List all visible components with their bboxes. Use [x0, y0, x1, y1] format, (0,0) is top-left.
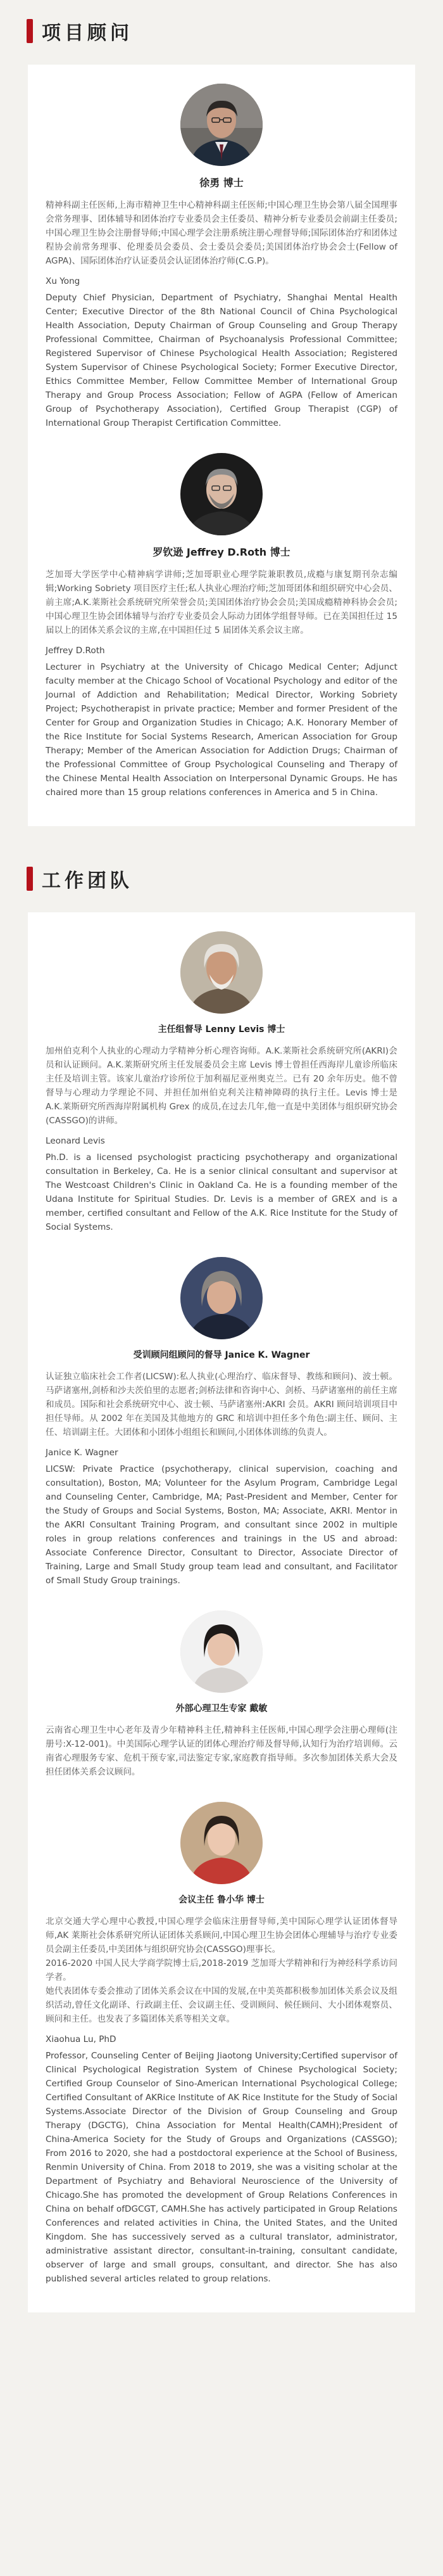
avatar [180, 1257, 263, 1339]
bio-en: Ph.D. is a licensed psychologist practicing psychotherapy and organizational consultation in Berkeley, Ca. He is a senior clinical consultant and supervisor at The Westcoast Children's Clinic in Oakland Ca. He is a founding member of the Udana Institute for Spiritual Studies. Dr. Levis is a member of GREX and is a member, certified consultant and Fellow of the A.K. Rice Institute for the Study of Social Systems. [46, 1152, 397, 1232]
bio-zh: 认证独立临床社会工作者(LICSW):私人执业(心理治疗、临床督导、教练和顾问)、波士顿。马萨诸塞州,剑桥和沙夫茨伯里的志愿者;剑桥法律和咨询中心、剑桥、马萨诸塞州的前任主席和成员。国际和社会系统研究中心、波士顿、马萨诸塞州:AKRI 会员。AKRI 顾问培训项目中担任导师。从 2002 年在美国及其他地方的 GRC 和培训中担任多个角色:副主任、顾问、主任、培训副主任。大团体和小团体小组组长和顾问,小团体体训练的负责人。 [46, 1372, 397, 1438]
person-name: 会议主任 鲁小华 博士 [178, 1895, 265, 1905]
bio-zh: 精神科副主任医师,上海市精神卫生中心精神科副主任医师;中国心理卫生协会第八届全国理事会常务理事、团体辅导和团体治疗专业委员会主任委员、精神分析专业委员会前副主任委员;中国心理卫生协会注册督导师;中国心理学会注册系统注册心理督导师;国际团体治疗和团体过程协会前常务理事、伦理委员会委员、会士委员会委员;美国团体治疗协会会士(Fellow of AGPA)、国际团体治疗认证委员会认证团体治疗师(C.G.P)。 [46, 200, 397, 266]
bio-en-name: Xu Yong [46, 276, 80, 286]
person-bio [46, 1044, 397, 1234]
bio-en: Professor, Counseling Center of Beijing Jiaotong University;Certified supervisor of Clinical Psychological Registration System of Chinese Psychological Society; Certified Group Counselor of Sino-American International Psychological College; Certified Consultant of AKRice Institute of AK Rice Institute for the Study of Social Systems.Associate Director of the Division of Group Counseling and Group Therapy (DGCTG), China Association for Mental Health(CAMH);President of China-America Society for the Study of Groups and Organizations (CASSGO); From 2016 to 2020, she had a postdoctoral experience at the School of Business, Renmin University of China. From 2018 to 2019, she was a visiting scholar at the Department of Psychiatry and Behavioral Neuroscience of the University of Chicago.She has promoted the development of Group Relations Conferences in China on behalf ofDGCGT, CAMH.She has actively participated in Group Relations Conferences and related activities in China, the United States, and the United Kingdom. She has successively served as a cultural translator, administrator, administrative assistant director, consultant-in-training, consultant candidate, observer of large and small groups, consultant, and director. She has also published several articles related to group relations. [46, 2051, 397, 2284]
bio-zh: 北京交通大学心理中心教授,中国心理学会临床注册督导师,美中国际心理学认证团体督导师,AK 莱斯社会体系研究所认证团体关系顾问,中国心理卫生协会团体心理辅导与治疗专业委员会副主任委员,中美团体与组织研究协会(CASSGO)理事长。 2016-2020 中国人民大学商学院博士后,2018-2019 芝加哥大学精神和行为神经科学系访问学者。 她代表团体专委会推动了团体关系会议在中国的发展,在中美英都积极参加团体关系会议及组织活动,曾任文化副译、行政副主任、会议副主任、受训顾问、候任顾问、大小团体观察员、顾问和主任。也发表了多篇团体关系等相关文章。 [46, 1916, 397, 2024]
consultant-jeffrey-roth [46, 453, 397, 800]
consultants-section-header [0, 0, 443, 47]
team-lenny-levis [46, 931, 397, 1234]
avatar [180, 1610, 263, 1693]
person-name: 罗钦逊 Jeffrey D.Roth 博士 [153, 546, 290, 558]
section-title: 项目顾问 [42, 22, 133, 44]
person-bio [46, 568, 397, 800]
consultants-card [28, 65, 415, 826]
person-name: 受训顾问组顾问的督导 Janice K. Wagner [133, 1350, 310, 1360]
bio-en-name: Leonard Levis [46, 1136, 105, 1146]
person-name: 徐勇 博士 [199, 177, 244, 189]
bio-en-name: Janice K. Wagner [46, 1448, 118, 1458]
person-bio [46, 1723, 397, 1779]
avatar [180, 931, 263, 1014]
bio-zh: 芝加哥大学医学中心精神病学讲师;芝加哥职业心理学院兼职教员,成瘾与康复期刊杂志编辑;Working Sobriety 项目医疗主任;私人执业心理治疗师;芝加哥团体和组织研究中心会员、前主席;A.K.莱斯社会系统研究所荣誉会员;美国团体治疗协会会员;美国成瘾精神科协会会员;中国心理卫生协会团体辅导与治疗专业委员会人际动力团体学组督导师。已在美国担任过 15 届以上的团体关系会议的主席,在中国担任过 5 届团体关系会议主席。 [46, 570, 397, 635]
bio-en: Deputy Chief Physician, Department of Psychiatry, Shanghai Mental Health Center; Executive Director of the 8th National Council of China Psychological Health Association, Deputy Chairman of Group Counseling and Group Therapy Professional Committee, Chairman of Psychoanalysis Professional Committee; Registered Supervisor of Chinese Psychological Health Association; Registered System Supervisor of Chinese Psychological Society; Former Executive Director, Ethics Committee Member, Fellow Committee Member of International Group Therapy and Group Process Association; Fellow of AGPA (Fellow of American Group of Psychotherapy Association), Certified Group Therapist (CGP) of International Group Therapist Certification Committee. [46, 293, 397, 428]
person-bio [46, 198, 397, 430]
section-title: 工作团队 [42, 870, 133, 892]
section-marker [27, 19, 33, 43]
avatar [180, 1802, 263, 1884]
avatar [180, 453, 263, 535]
team-section-header [0, 848, 443, 895]
person-bio [46, 1915, 397, 2286]
bio-en-name: Xiaohua Lu, PhD [46, 2034, 116, 2044]
bio-zh: 加州伯克利个人执业的心理动力学精神分析心理咨询师。A.K.莱斯社会系统研究所(AKRI)会员和认证顾问。A.K.莱斯研究所主任发展委员会主席 Levis 博士曾担任西海岸儿童诊所临床主任及培训主管。该家儿童治疗诊所位于加利福尼亚州奥克兰。已有 20 余年历史。他不曾督导与心理动力学理论不同、并担任加州伯克利关注精神障碍的执行主任。Levis 博士是 A.K.莱斯研究所西海岸附属机构 Grex 的成员,在过去几年,他一直是中美团体与组织研究协会(CASSGO)的讲师。 [46, 1046, 397, 1126]
person-name: 外部心理卫生专家 戴敏 [175, 1704, 268, 1714]
avatar [180, 84, 263, 166]
team-dai-min [46, 1610, 397, 1779]
bio-en-name: Jeffrey D.Roth [46, 646, 105, 656]
team-lu-xiaohua [46, 1802, 397, 2286]
person-name: 主任组督导 Lenny Levis 博士 [158, 1024, 285, 1035]
person-bio [46, 1370, 397, 1588]
bio-zh: 云南省心理卫生中心老年及青少年精神科主任,精神科主任医师,中国心理学会注册心理师(注册号:X-12-001)。中美国际心理学认证的团体心理治疗师及督导师,认知行为治疗培训师。云南省心理服务专家、危机干预专家,司法鉴定专家,家庭教育指导师。多次参加团体关系大会及担任团体关系会议顾问。 [46, 1725, 397, 1777]
section-marker [27, 867, 33, 891]
bio-en: Lecturer in Psychiatry at the University of Chicago Medical Center; Adjunct faculty member at the Chicago School of Vocational Psychology and editor of the Journal of Addiction and Rehabilitation; Medical Director, Working Sobriety Project; Psychotherapist in private practice; Member and former President of the Center for Group and Organization Studies in Chicago; A.K. Honorary Member of the Rice Institute for Social Systems Research, American Association for Group Therapy; Member of the American Association for Addiction Drugs; Chairman of the Professional Committee of Group Psychological Counseling and Therapy of the Chinese Mental Health Association on Interpersonal Dynamic Groups. He has chaired more than 15 group relations conferences in America and 5 in China. [46, 662, 397, 798]
consultant-xu-yong [46, 84, 397, 430]
team-card [28, 912, 415, 2312]
bio-en: LICSW: Private Practice (psychotherapy, clinical supervision, coaching and consultation), Boston, MA; Volunteer for the Asylum Program, Cambridge Legal and Counseling Center, Cambridge, MA; Past-President and Member, Center for the Study of Groups and Social Systems, Boston, MA; Associate, AKRI. Mentor in the AKRI Consultant Training Program, and consultant since 2002 in multiple roles in group relations conferences and trainings in the US and abroad: Associate Conference Director, Consultant to Director, Associate Director of Training, Large and Small Study group team lead and consultant, and Facilitator of Small Study Group trainings. [46, 1464, 397, 1586]
team-janice-wagner [46, 1257, 397, 1588]
